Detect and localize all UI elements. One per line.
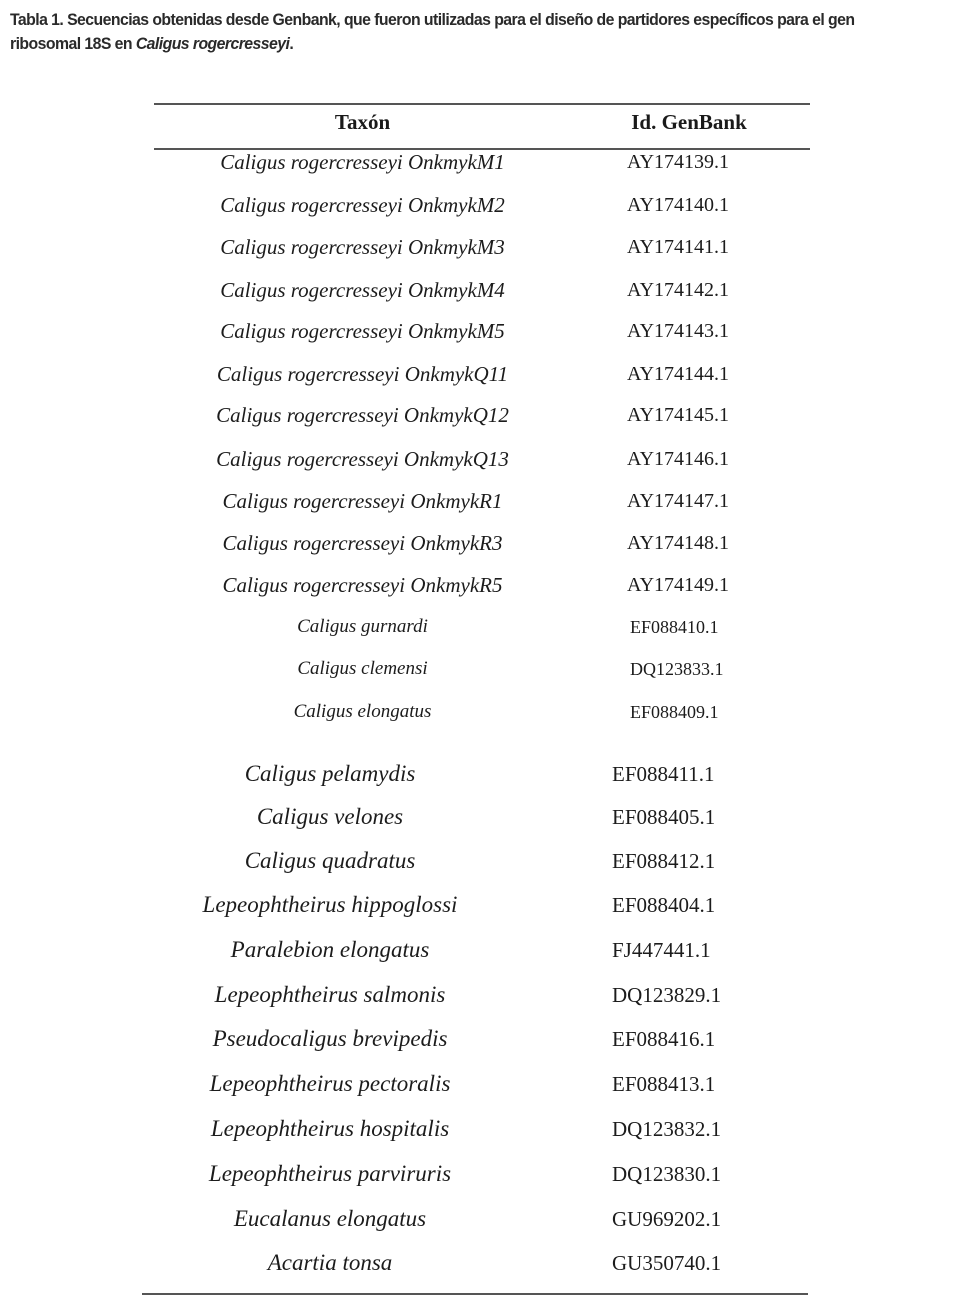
taxon-cell: Caligus rogercresseyi OnkmykR1	[222, 489, 503, 513]
taxon-cell: Caligus rogercresseyi OnkmykM3	[220, 235, 505, 259]
genbank-id-cell: GU350740.1	[612, 1251, 722, 1275]
caption-text: Tabla 1. Secuencias obtenidas desde Genbank, que fueron utilizadas para el diseño de partidores específicos para el gen ribosomal 18S en	[10, 10, 855, 53]
table-row	[0, 1204, 960, 1244]
table-row	[0, 190, 960, 230]
table-bottom-rule	[142, 1293, 808, 1295]
genbank-id-cell: AY174147.1	[627, 490, 730, 512]
taxon-cell: Caligus rogercresseyi OnkmykQ13	[216, 447, 509, 471]
table-row	[0, 275, 960, 315]
taxon-cell: Lepeophtheirus salmonis	[214, 982, 446, 1007]
taxon-cell: Paralebion elongatus	[230, 937, 430, 962]
taxon-cell: Lepeophtheirus hippoglossi	[202, 892, 458, 917]
taxon-cell: Caligus rogercresseyi OnkmykQ11	[216, 362, 509, 386]
caption-species: Caligus rogercresseyi	[135, 34, 290, 53]
genbank-id-cell: EF088409.1	[630, 702, 719, 722]
genbank-id-cell: EF088405.1	[612, 805, 716, 829]
table-row	[0, 980, 960, 1020]
taxon-cell: Caligus clemensi	[297, 658, 428, 679]
table-row	[0, 486, 960, 526]
genbank-id-cell: DQ123830.1	[612, 1162, 722, 1186]
table-row	[0, 570, 960, 610]
table-top-rule	[154, 103, 810, 105]
genbank-id-cell: AY174140.1	[627, 194, 730, 216]
taxon-cell: Eucalanus elongatus	[233, 1206, 427, 1231]
genbank-id-cell: AY174145.1	[627, 404, 730, 426]
genbank-id-cell: AY174141.1	[627, 236, 730, 258]
taxon-cell: Caligus elongatus	[293, 701, 432, 722]
table-row	[0, 232, 960, 272]
genbank-id-cell: EF088416.1	[612, 1027, 716, 1051]
taxon-cell: Acartia tonsa	[267, 1250, 393, 1275]
table-row	[0, 400, 960, 440]
taxon-cell: Caligus gurnardi	[297, 616, 428, 637]
genbank-id-cell: AY174139.1	[627, 151, 730, 173]
taxon-cell: Lepeophtheirus parviruris	[208, 1161, 452, 1186]
genbank-id-cell: EF088411.1	[612, 762, 715, 786]
table-row	[0, 1114, 960, 1154]
genbank-id-cell: EF088412.1	[612, 849, 716, 873]
taxon-cell: Caligus pelamydis	[244, 761, 416, 786]
genbank-id-cell: DQ123829.1	[612, 983, 722, 1007]
taxon-cell: Caligus rogercresseyi OnkmykM5	[220, 319, 505, 343]
taxon-cell: Caligus rogercresseyi OnkmykM1	[220, 150, 505, 174]
taxon-cell: Caligus quadratus	[244, 848, 416, 873]
genbank-id-cell: EF088404.1	[612, 893, 716, 917]
genbank-id-cell: AY174142.1	[627, 279, 730, 301]
table-row	[0, 1159, 960, 1199]
column-header-taxon: Taxón	[334, 110, 391, 134]
table-row	[0, 802, 960, 842]
table-row	[0, 697, 960, 737]
table-row	[0, 846, 960, 886]
taxon-cell: Caligus rogercresseyi OnkmykM4	[220, 278, 505, 302]
table-caption	[10, 8, 889, 56]
column-header-genbank-id: Id. GenBank	[631, 110, 747, 134]
taxon-cell: Caligus velones	[256, 804, 404, 829]
genbank-id-cell: AY174148.1	[627, 532, 730, 554]
genbank-id-cell: EF088410.1	[630, 617, 719, 637]
table-row	[0, 359, 960, 399]
genbank-id-cell: AY174143.1	[627, 320, 730, 342]
taxon-cell: Caligus rogercresseyi OnkmykR5	[222, 573, 503, 597]
genbank-id-cell: DQ123832.1	[612, 1117, 722, 1141]
taxon-cell: Pseudocaligus brevipedis	[212, 1026, 448, 1051]
genbank-id-cell: DQ123833.1	[630, 659, 724, 679]
table-row	[0, 935, 960, 975]
table-row	[0, 1248, 960, 1288]
caption-tail: .	[289, 34, 294, 53]
table-row	[0, 1024, 960, 1064]
genbank-id-cell: AY174149.1	[627, 574, 730, 596]
table-row	[0, 654, 960, 694]
table-row	[0, 528, 960, 568]
genbank-id-cell: GU969202.1	[612, 1207, 722, 1231]
genbank-id-cell: FJ447441.1	[612, 938, 711, 962]
taxon-cell: Caligus rogercresseyi OnkmykM2	[220, 193, 505, 217]
genbank-id-cell: AY174146.1	[627, 448, 730, 470]
taxon-cell: Lepeophtheirus hospitalis	[210, 1116, 450, 1141]
table-row	[0, 444, 960, 484]
genbank-id-cell: AY174144.1	[627, 363, 730, 385]
table-row	[0, 147, 960, 187]
taxon-cell: Lepeophtheirus pectoralis	[209, 1071, 451, 1096]
genbank-id-cell: EF088413.1	[612, 1072, 716, 1096]
table-row	[0, 612, 960, 652]
table-row	[0, 316, 960, 356]
taxon-cell: Caligus rogercresseyi OnkmykQ12	[216, 403, 509, 427]
table-row	[0, 759, 960, 799]
taxon-cell: Caligus rogercresseyi OnkmykR3	[222, 531, 503, 555]
table-row	[0, 890, 960, 930]
table-row	[0, 1069, 960, 1109]
